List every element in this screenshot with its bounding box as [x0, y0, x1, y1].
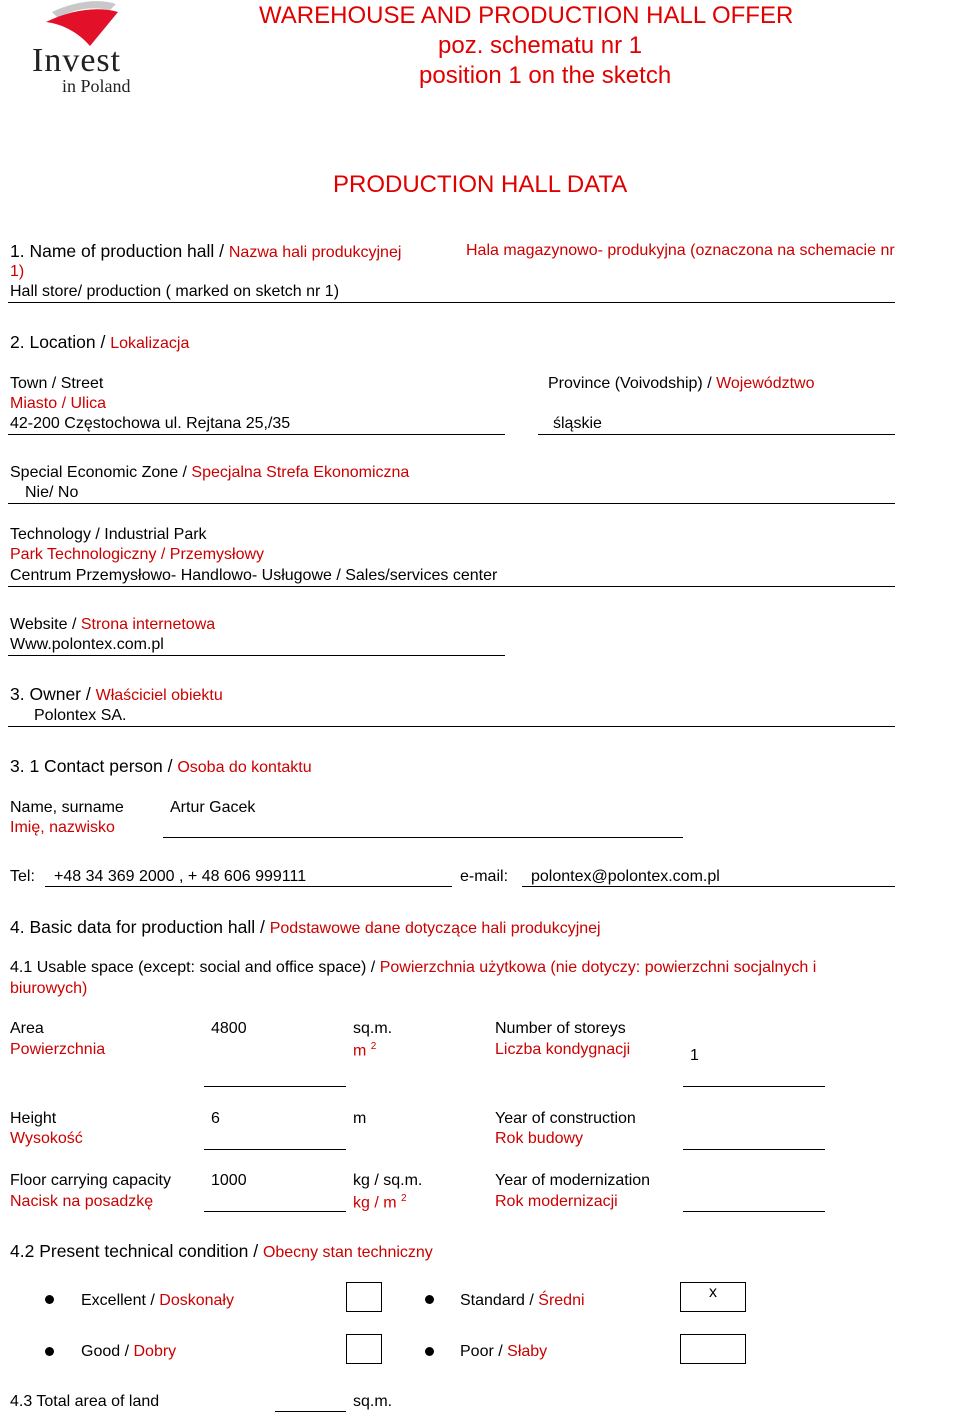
header-title: WAREHOUSE AND PRODUCTION HALL OFFER [259, 2, 794, 29]
name-underline [163, 837, 683, 838]
bullet-icon [45, 1347, 54, 1356]
usable-space-label: 4.1 Usable space (except: social and office space) / Powierzchnia użytkowa (nie dotyczy: powierzchni socjalnych i [10, 959, 817, 976]
storeys-value: 1 [690, 1047, 699, 1064]
modernization-label-en: Year of modernization [495, 1172, 651, 1189]
modernization-underline [683, 1211, 825, 1212]
tech-underline [8, 586, 895, 587]
logo-word: Invest [32, 42, 122, 79]
sez-label: Special Economic Zone / Specjalna Strefa Ekonomiczna [10, 464, 410, 481]
good-label: Good / Dobry [81, 1343, 177, 1360]
tel-value: +48 34 369 2000 , + 48 606 999111 [54, 868, 307, 885]
name-label-en: Name, surname [10, 799, 124, 816]
poor-label: Poor / Słaby [460, 1343, 548, 1360]
logo-sub: in Poland [62, 76, 131, 96]
floor-label-pl: Nacisk na posadzkę [10, 1193, 154, 1210]
storeys-label-en: Number of storeys [495, 1020, 626, 1037]
town-label-pl: Miasto / Ulica [10, 395, 107, 412]
province-underline [538, 434, 895, 435]
storeys-underline [683, 1086, 825, 1087]
floor-label-en: Floor carrying capacity [10, 1172, 171, 1189]
area-label-en: Area [10, 1020, 44, 1037]
website-value[interactable]: Www.polontex.com.pl [10, 636, 164, 653]
excellent-label: Excellent / Doskonały [81, 1292, 234, 1309]
excellent-checkbox[interactable] [346, 1282, 382, 1312]
bullet-icon [45, 1295, 54, 1304]
area-label-pl: Powierzchnia [10, 1041, 106, 1058]
land-underline [275, 1411, 346, 1412]
hall-name-underline [8, 302, 895, 303]
email-underline [522, 886, 895, 887]
hall-name-pl: Hala magazynowo- produkyjna (oznaczona na schemacie nr [466, 242, 895, 259]
standard-label: Standard / Średni [460, 1292, 585, 1309]
land-label: 4.3 Total area of land [10, 1393, 160, 1410]
hall-name-en: Hall store/ production ( marked on sketch nr 1) [10, 283, 340, 300]
bullet-icon [425, 1295, 434, 1304]
name-label-pl: Imię, nazwisko [10, 819, 115, 836]
year-underline [683, 1149, 825, 1150]
header-subtitle-pl: poz. schematu nr 1 [438, 32, 643, 59]
year-label-en: Year of construction [495, 1110, 636, 1127]
poor-checkbox[interactable] [680, 1334, 746, 1364]
good-checkbox[interactable] [346, 1334, 382, 1364]
province-label: Province (Voivodship) / Województwo [548, 375, 815, 392]
invest-in-poland-logo [28, 0, 148, 100]
website-label: Website / Strona internetowa [10, 616, 216, 633]
modernization-label-pl: Rok modernizacji [495, 1193, 618, 1210]
tel-label: Tel: [10, 868, 35, 885]
name-value: Artur Gacek [170, 799, 256, 816]
area-unit-pl: m $^2$ [353, 1041, 377, 1060]
sez-underline [8, 503, 895, 504]
area-value: 4800 [211, 1020, 247, 1037]
email-value[interactable]: polontex@polontex.com.pl [531, 868, 720, 885]
floor-unit-pl: kg / m $^2$ [353, 1193, 407, 1212]
owner-label: 3. Owner / Właściciel obiektu [10, 684, 223, 704]
area-underline [204, 1086, 346, 1087]
height-unit: m [353, 1110, 367, 1127]
floor-unit-en: kg / sq.m. [353, 1172, 423, 1189]
condition-label: 4.2 Present technical condition / Obecny stan techniczny [10, 1241, 433, 1261]
hall-name-pl-cont: 1) [10, 263, 25, 280]
name-label: 1. Name of production hall / Nazwa hali produkcyjnej [10, 241, 402, 261]
height-value: 6 [211, 1110, 220, 1127]
location-label: 2. Location / Lokalizacja [10, 332, 190, 352]
province-value: śląskie [553, 415, 602, 432]
year-label-pl: Rok budowy [495, 1130, 584, 1147]
owner-underline [8, 726, 895, 727]
sez-value: Nie/ No [25, 484, 79, 501]
town-underline [8, 434, 505, 435]
floor-underline [204, 1211, 346, 1212]
bullet-icon [425, 1347, 434, 1356]
height-label-en: Height [10, 1110, 57, 1127]
section-title: PRODUCTION HALL DATA [333, 171, 628, 198]
area-unit-en: sq.m. [353, 1020, 393, 1037]
basic-data-label: 4. Basic data for production hall / Podstawowe dane dotyczące hali produkcyjnej [10, 917, 601, 937]
standard-checkbox-mark: x [709, 1284, 717, 1301]
height-underline [204, 1149, 346, 1150]
contact-label: 3. 1 Contact person / Osoba do kontaktu [10, 756, 312, 776]
tech-label-pl: Park Technologiczny / Przemysłowy [10, 546, 265, 563]
town-value: 42-200 Częstochowa ul. Rejtana 25,/35 [10, 415, 291, 432]
town-label-en: Town / Street [10, 375, 104, 392]
storeys-label-pl: Liczba kondygnacji [495, 1041, 631, 1058]
tech-label-en: Technology / Industrial Park [10, 526, 207, 543]
land-unit: sq.m. [353, 1393, 393, 1410]
usable-space-label-cont: biurowych) [10, 980, 88, 997]
website-underline [8, 655, 505, 656]
floor-value: 1000 [211, 1172, 247, 1189]
header-subtitle-en: position 1 on the sketch [419, 62, 672, 89]
height-label-pl: Wysokość [10, 1130, 83, 1147]
owner-value: Polontex SA. [34, 707, 127, 724]
tel-underline [45, 886, 452, 887]
tech-value: Centrum Przemysłowo- Handlowo- Usługowe / Sales/services center [10, 567, 498, 584]
email-label: e-mail: [460, 868, 509, 885]
standard-checkbox[interactable] [680, 1282, 746, 1312]
